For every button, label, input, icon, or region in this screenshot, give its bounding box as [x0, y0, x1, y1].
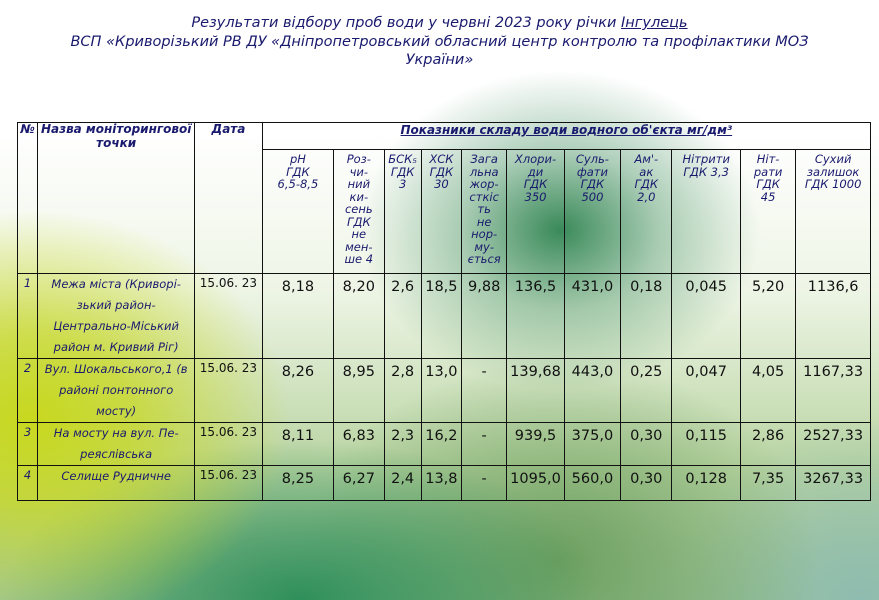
table-row: [18, 423, 871, 466]
report-title-line-2: ВСП «Криворізький РВ ДУ «Дніпропетровський обласний центр контролю та профілактики МОЗ: [70, 33, 809, 50]
value-ph: 8,18: [262, 274, 333, 359]
value-nitrates: 2,86: [740, 423, 795, 466]
header-row-1: [18, 123, 871, 150]
value-dry-residue: 1167,33: [796, 359, 871, 423]
river-name: Інгулець: [621, 15, 688, 31]
row-number: 4: [18, 466, 38, 501]
value-sulfates: 443,0: [564, 359, 620, 423]
value-sulfates: 560,0: [564, 466, 620, 501]
value-bod5: 2,4: [384, 466, 421, 501]
monitoring-point-name: Вул. Шокальського,1 (в районі понтонного мосту): [38, 359, 195, 423]
header-number: №: [18, 123, 38, 274]
header-cod: ХСК ГДК 30: [421, 150, 461, 274]
value-ph: 8,25: [262, 466, 333, 501]
results-table-body: [18, 274, 871, 501]
value-dissolved-oxygen: 8,20: [334, 274, 384, 359]
table-row: [18, 466, 871, 501]
value-nitrites: 0,115: [672, 423, 740, 466]
header-nitrites: Нітрити ГДК 3,3: [672, 150, 740, 274]
results-table: [17, 122, 871, 501]
header-ph: рН ГДК 6,5-8,5: [262, 150, 333, 274]
value-nitrates: 5,20: [740, 274, 795, 359]
value-nitrates: 4,05: [740, 359, 795, 423]
value-ph: 8,26: [262, 359, 333, 423]
header-nitrates: Ніт- рати ГДК 45: [740, 150, 795, 274]
value-nitrites: 0,045: [672, 274, 740, 359]
value-bod5: 2,3: [384, 423, 421, 466]
value-ammonia: 0,25: [621, 359, 672, 423]
row-number: 3: [18, 423, 38, 466]
report-heading: [0, 14, 879, 70]
value-sulfates: 375,0: [564, 423, 620, 466]
header-ammonia: Ам'- ак ГДК 2,0: [621, 150, 672, 274]
value-sulfates: 431,0: [564, 274, 620, 359]
value-chlorides: 139,68: [507, 359, 564, 423]
sample-date: 15.06. 23: [195, 466, 262, 501]
value-ph: 8,11: [262, 423, 333, 466]
value-ammonia: 0,30: [621, 423, 672, 466]
row-number: 1: [18, 274, 38, 359]
header-total-hardness: Зага льна жор- сткіс ть не нор- му- ється: [462, 150, 507, 274]
header-dry-residue: Сухий залишок ГДК 1000: [796, 150, 871, 274]
value-chlorides: 1095,0: [507, 466, 564, 501]
sample-date: 15.06. 23: [195, 423, 262, 466]
value-ammonia: 0,30: [621, 466, 672, 501]
value-nitrites: 0,128: [672, 466, 740, 501]
header-chlorides: Хлори- ди ГДК 350: [507, 150, 564, 274]
value-dissolved-oxygen: 8,95: [334, 359, 384, 423]
value-cod: 16,2: [421, 423, 461, 466]
header-indicators-group: Показники складу води водного об'єкта мг/дм³: [262, 123, 870, 150]
value-chlorides: 939,5: [507, 423, 564, 466]
value-cod: 18,5: [421, 274, 461, 359]
value-nitrates: 7,35: [740, 466, 795, 501]
value-total-hardness: -: [462, 359, 507, 423]
value-dissolved-oxygen: 6,83: [334, 423, 384, 466]
value-dissolved-oxygen: 6,27: [334, 466, 384, 501]
monitoring-point-name: Межа міста (Криворі- зький район- Центрально-Міський район м. Кривий Ріг): [38, 274, 195, 359]
header-point-name: Назва моніторингової точки: [38, 123, 195, 274]
header-date: Дата: [195, 123, 262, 274]
monitoring-point-name: Селище Рудничне: [38, 466, 195, 501]
header-dissolved-oxygen: Роз- чи- ний ки- сень ГДК не мен- ше 4: [334, 150, 384, 274]
value-ammonia: 0,18: [621, 274, 672, 359]
value-total-hardness: -: [462, 466, 507, 501]
sample-date: 15.06. 23: [195, 359, 262, 423]
report-title-line-1: [0, 14, 879, 33]
table-row: [18, 274, 871, 359]
report-title-line-3: України»: [405, 52, 474, 68]
value-bod5: 2,6: [384, 274, 421, 359]
sample-date: 15.06. 23: [195, 274, 262, 359]
row-number: 2: [18, 359, 38, 423]
value-nitrites: 0,047: [672, 359, 740, 423]
header-sulfates: Суль- фати ГДК 500: [564, 150, 620, 274]
header-bod5: БСК₅ ГДК 3: [384, 150, 421, 274]
value-chlorides: 136,5: [507, 274, 564, 359]
value-total-hardness: 9,88: [462, 274, 507, 359]
monitoring-point-name: На мосту на вул. Пе- реяслівська: [38, 423, 195, 466]
value-cod: 13,8: [421, 466, 461, 501]
value-total-hardness: -: [462, 423, 507, 466]
value-bod5: 2,8: [384, 359, 421, 423]
results-table-container: [17, 122, 871, 501]
value-dry-residue: 2527,33: [796, 423, 871, 466]
value-cod: 13,0: [421, 359, 461, 423]
value-dry-residue: 1136,6: [796, 274, 871, 359]
title-prefix: Результати відбору проб води у червні 2023 року річки: [191, 15, 622, 31]
table-row: [18, 359, 871, 423]
value-dry-residue: 3267,33: [796, 466, 871, 501]
